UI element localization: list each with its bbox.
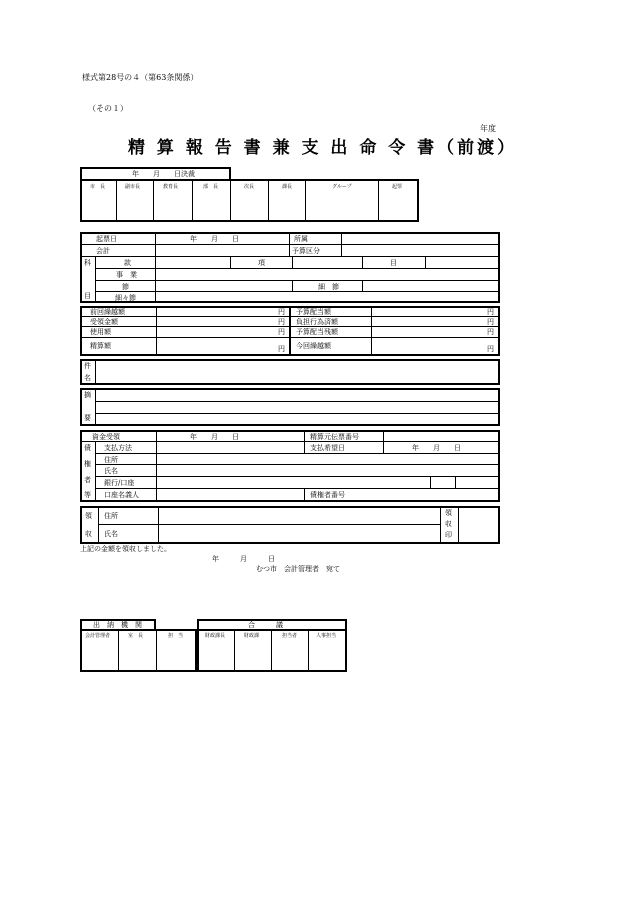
kaikei-label: 会計	[96, 247, 110, 255]
kibou-date: 年 月 日	[412, 444, 461, 452]
jigyou-label: 事 業	[116, 271, 137, 279]
receipt-note: 上記の金額を領収しました。	[80, 545, 171, 553]
kenmei-label-1: 件	[84, 362, 91, 370]
page-title: 精 算 報 告 書 兼 支 出 命 令 書（前渡）	[128, 138, 518, 158]
creditor-side-3: 者	[84, 476, 91, 484]
haitou-zan-label: 予算配当残額	[296, 328, 338, 336]
aigi-col-zaisei-kachou: 財政課長	[205, 633, 226, 639]
creditor-side-1: 債	[84, 444, 91, 452]
receipt-in-1: 領	[445, 509, 452, 517]
kihyo-date: 年 月 日	[190, 235, 239, 243]
seisan-label: 精算額	[90, 342, 111, 350]
ginkou-label: 銀行/口座	[104, 479, 135, 487]
shiharai-houhou-label: 支払方法	[104, 444, 132, 452]
zenkai-kurikoshi-label: 前回繰越額	[90, 308, 125, 316]
konkai-kurikoshi-label: 今回繰越額	[296, 342, 331, 350]
receipt-date: 年 月 日	[212, 555, 275, 563]
yen-2: 円	[278, 318, 285, 326]
kou-label: 項	[258, 259, 265, 267]
shikin-date: 年 月 日	[190, 433, 239, 441]
kamoku-label-2: 目	[84, 292, 91, 300]
juryou-label: 受領金額	[90, 318, 118, 326]
shozoku-label: 所属	[294, 235, 308, 243]
shiharai-kibou-label: 支払希望日	[310, 444, 345, 452]
saisai-label: 細々節	[115, 294, 136, 302]
receipt-in-3: 印	[445, 531, 452, 539]
suitou-col-shitsuchou: 室 長	[128, 633, 144, 639]
yosan-haitou-label: 予算配当額	[296, 308, 331, 316]
creditor-side-4: 等	[84, 491, 91, 499]
receipt-side-2: 収	[85, 530, 92, 538]
yen-6: 円	[487, 318, 494, 326]
suitou-title: 出 納 機 関	[93, 621, 142, 629]
tekiyou-label-1: 摘	[84, 391, 91, 399]
kouza-meigi-label: 口座名義人	[104, 491, 139, 499]
yen-4: 円	[278, 345, 285, 353]
saiken-bangou-label: 債権者番号	[310, 491, 345, 499]
aigi-col-zaiseika: 財政課	[244, 633, 260, 639]
kenmei-box	[80, 359, 500, 385]
kamoku-label-1: 科	[84, 259, 91, 267]
receipt-in-2: 収	[445, 520, 452, 528]
saisetsu-label: 細 節	[318, 283, 339, 291]
creditor-shimei-label: 氏名	[104, 467, 118, 475]
suitou-col-tantou: 担 当	[168, 633, 184, 639]
yen-7: 円	[487, 328, 494, 336]
seisan-moto-label: 精算元伝票番号	[310, 433, 359, 441]
moku-label: 目	[390, 259, 397, 267]
yen-8: 円	[487, 345, 494, 353]
receipt-jusho-label: 住所	[104, 512, 118, 520]
futan-label: 負担行為済額	[296, 318, 338, 326]
tekiyou-label-2: 要	[84, 414, 91, 422]
yen-3: 円	[278, 328, 285, 336]
shikin-juryou-label: 資金受領	[92, 433, 120, 441]
approval-col-kacho: 課長	[282, 184, 293, 190]
setsu-label: 節	[122, 283, 129, 291]
receipt-table	[80, 506, 500, 544]
receipt-shimei-label: 氏名	[104, 530, 118, 538]
kihyo-bi-label: 起票日	[96, 235, 117, 243]
creditor-jusho-label: 住所	[104, 456, 118, 464]
approval-col-group: グループ	[332, 184, 352, 190]
kan-label: 款	[124, 259, 131, 267]
aigi-col-tantousha: 担当者	[282, 633, 298, 639]
approval-col-vice-mayor: 副市長	[125, 184, 141, 190]
tekiyou-box	[80, 388, 500, 426]
aigi-col-jinji: 人事担当	[316, 633, 337, 639]
approval-col-jicho: 次長	[244, 184, 255, 190]
shiyou-label: 使用額	[90, 328, 111, 336]
approval-col-mayor: 市 長	[90, 184, 106, 190]
receipt-side-1: 領	[85, 512, 92, 520]
form-number: 様式第28号の４（第63条関係）	[82, 73, 199, 82]
sono-label: （その１）	[88, 104, 128, 113]
kenmei-label-2: 名	[84, 374, 91, 382]
aigi-title: 合 議	[248, 621, 283, 629]
kessai-label: 年 月 日決裁	[132, 170, 195, 178]
receipt-addressee: むつ市 会計管理者 宛て	[256, 565, 340, 573]
yen-1: 円	[278, 308, 285, 316]
approval-col-edu: 教育長	[163, 184, 179, 190]
creditor-side-2: 権	[84, 460, 91, 468]
approval-col-dept: 部 長	[203, 184, 219, 190]
yen-5: 円	[487, 308, 494, 316]
suitou-col-kaikei: 会計管理者	[85, 633, 111, 639]
approval-col-kihyo: 起票	[392, 184, 403, 190]
nendo-label: 年度	[480, 124, 496, 133]
yosan-kubun-label: 予算区分	[292, 247, 320, 255]
